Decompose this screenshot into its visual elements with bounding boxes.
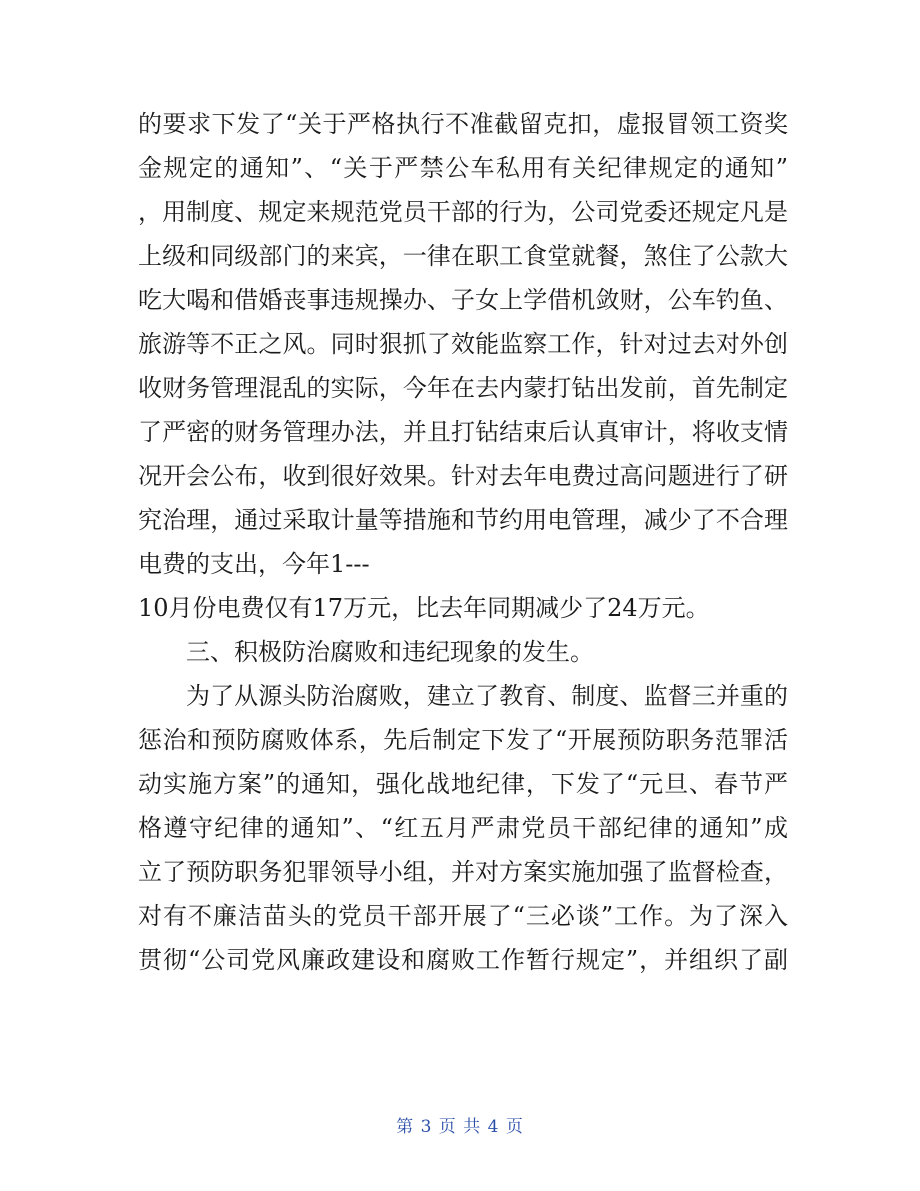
text-line: 电费的支出，今年1--- [138,550,370,578]
text-line: 10月份电费仅有17万元，比去年同期减少了24万元。 [138,594,710,622]
text-line: 贯彻“公司党风廉政建设和腐败工作暂行规定”，并组织了副 [138,946,788,974]
text-line: 况开会公布，收到很好效果。针对去年电费过高问题进行了研 [138,462,788,490]
text-line: 的要求下发了“关于严格执行不准截留克扣，虚报冒领工资奖 [138,110,788,138]
text-line: 惩治和预防腐败体系，先后制定下发了“开展预防职务范罪活 [138,726,788,754]
text-line: 上级和同级部门的来宾，一律在职工食堂就餐，煞住了公款大 [138,242,788,270]
text-line: 旅游等不正之风。同时狠抓了效能监察工作，针对过去对外创 [138,330,788,358]
text-line: 立了预防职务犯罪领导小组，并对方案实施加强了监督检查， [138,858,788,886]
section-heading: 三、积极防治腐败和违纪现象的发生。 [186,638,594,666]
text-line: 吃大喝和借婚丧事违规操办、子女上学借机敛财，公车钓鱼、 [138,286,788,314]
text-line: 为了从源头防治腐败，建立了教育、制度、监督三并重的 [186,682,788,710]
text-line: ，用制度、规定来规范党员干部的行为，公司党委还规定凡是 [138,198,788,226]
text-line: 动实施方案”的通知，强化战地纪律，下发了“元旦、春节严 [138,770,788,798]
text-line: 格遵守纪律的通知”、“红五月严肃党员干部纪律的通知”成 [138,814,788,842]
text-line: 金规定的通知”、“关于严禁公车私用有关纪律规定的通知” [138,154,788,182]
page-number-footer: 第 3 页 共 4 页 [396,1117,524,1137]
text-line: 对有不廉洁苗头的党员干部开展了“三必谈”工作。为了深入 [138,902,788,930]
text-line: 究治理，通过采取计量等措施和节约用电管理，减少了不合理 [138,506,788,534]
document-body [138,102,788,982]
text-line: 了严密的财务管理办法，并且打钻结束后认真审计，将收支情 [138,418,788,446]
text-line: 收财务管理混乱的实际，今年在去内蒙打钻出发前，首先制定 [138,374,788,402]
